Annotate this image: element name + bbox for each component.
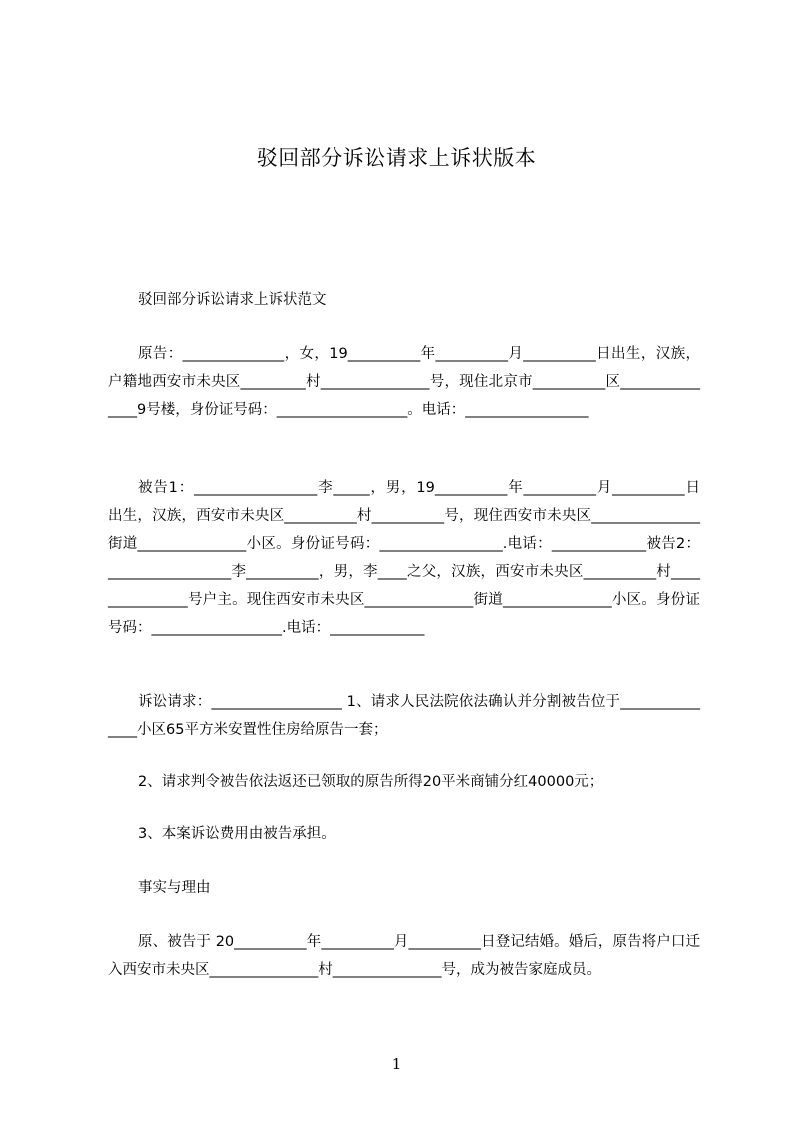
defendants-paragraph: 被告1：_________________李_____，男，19__________年__________月__________日出生，汉族，西安市未央区__________村__________号，现住西安市未央区_______________街道_______________小区。身份证号码：_________________.电话：_____________被告2：_________________李__________，男，李____之父，汉族，西安市未央区__________村_______________号户主。现住西安市未央区_______________街道_______________小区。身份证号码：__________________.电话：_____________ <box>108 480 700 636</box>
claims-paragraph: 诉讼请求：__________________ 1、请求人民法院依法确认并分割被告位于_______________小区65平方米安置性住房给原告一套； <box>108 694 700 738</box>
document-title: 驳回部分诉讼请求上诉状版本 <box>256 146 537 170</box>
claim-2-paragraph: 2、请求判令被告依法返还已领取的原告所得20平米商铺分红40000元； <box>138 774 604 790</box>
claim-3-paragraph: 3、本案诉讼费用由被告承担。 <box>138 826 336 842</box>
facts-paragraph: 原、被告于 20__________年__________月__________日登记结婚。婚后，原告将户口迁入西安市未央区_______________村_______________号，成为被告家庭成员。 <box>108 934 700 978</box>
plaintiff-paragraph: 原告：______________，女，19__________年__________月__________日出生，汉族，户籍地西安市未央区_________村_______________号，现住北京市__________区_______________9号楼，身份证号码：__________________。电话：_________________ <box>108 346 700 418</box>
page-number: 1 <box>391 1055 402 1073</box>
subtitle-paragraph: 驳回部分诉讼请求上诉状范文 <box>138 292 327 308</box>
facts-heading: 事实与理由 <box>138 880 211 896</box>
